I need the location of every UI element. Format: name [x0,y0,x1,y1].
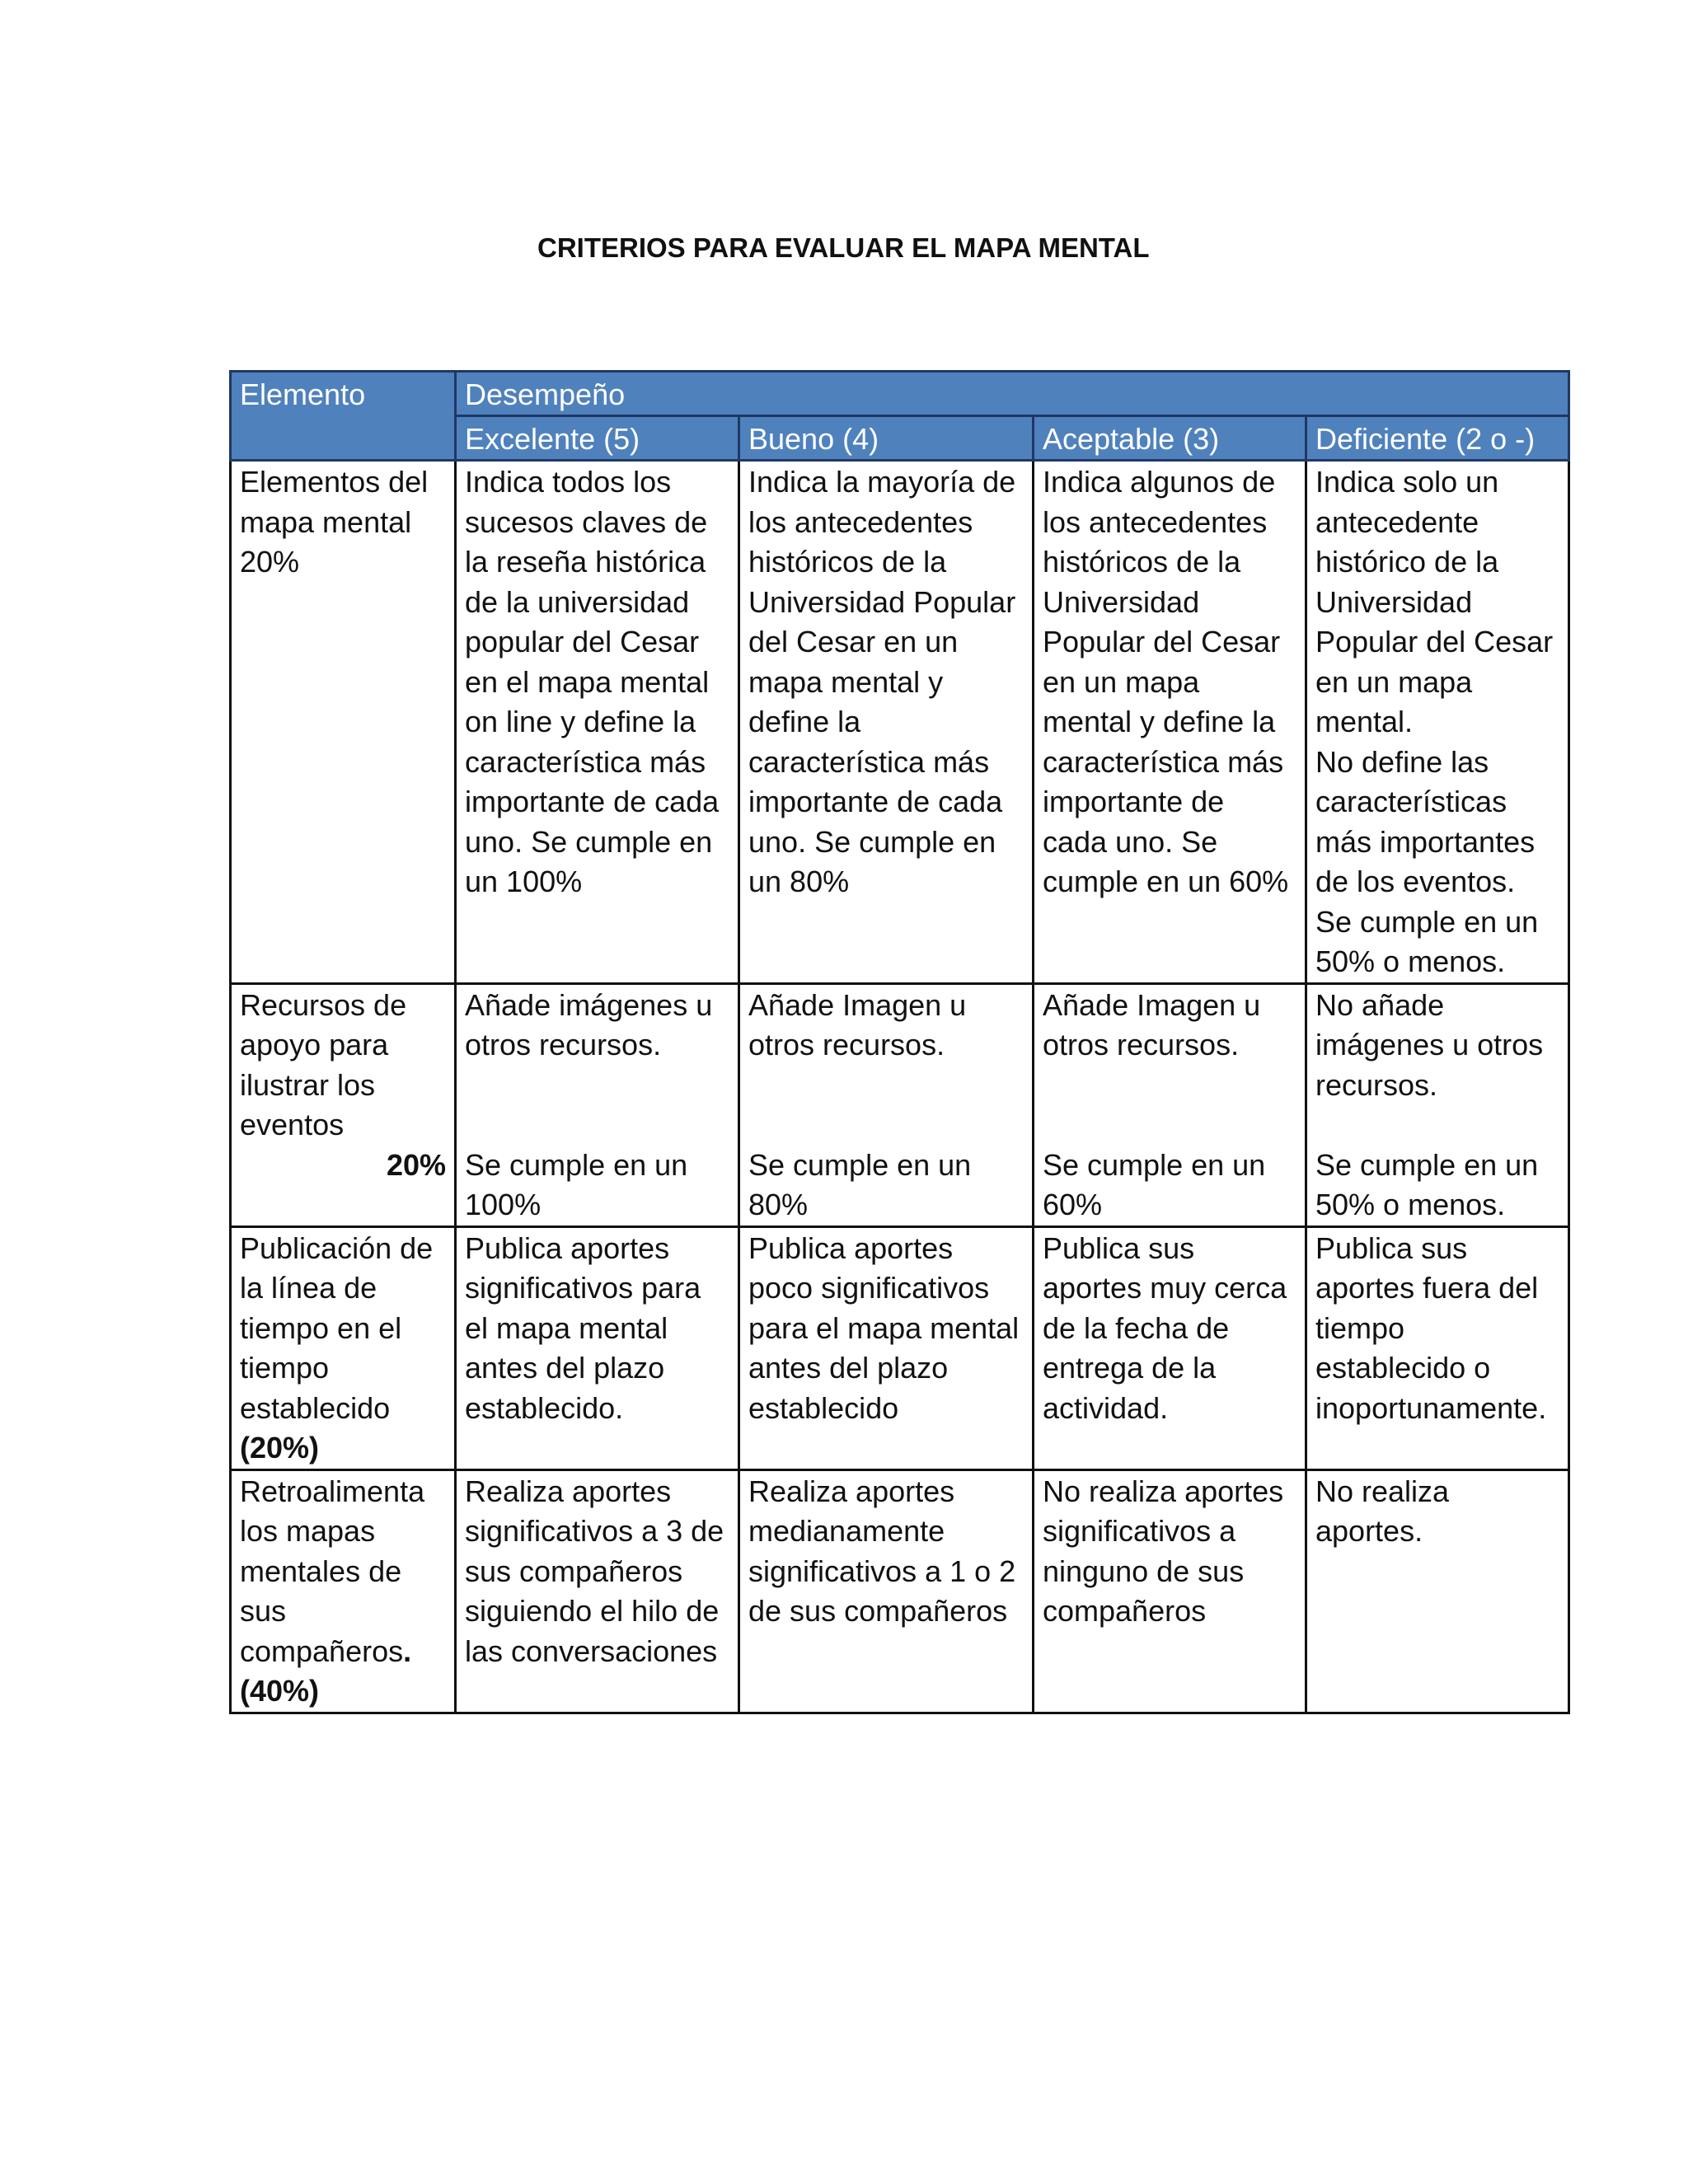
cell-deficiente: Indica solo un antecedente histórico de la Universidad Popular del Cesar en un mapa mental. No define las características más importantes de los eventos. Se cumple en un 50% o menos. [1306,461,1569,984]
rubric-table [229,370,1570,1714]
page-title: CRITERIOS PARA EVALUAR EL MAPA MENTAL [537,232,1150,263]
cell-bueno: Publica aportes poco significativos para el mapa mental antes del plazo establecido [739,1226,1034,1469]
cell-excelente: Realiza aportes significativos a 3 de sus compañeros siguiendo el hilo de las conversaciones [456,1469,739,1713]
header-level-aceptable: Aceptable (3) [1034,416,1306,461]
header-level-excelente: Excelente (5) [456,416,739,461]
cell-deficiente: Publica sus aportes fuera del tiempo establecido o inoportunamente. [1306,1226,1569,1469]
cell-aceptable: Añade Imagen u otros recursos. Se cumple en un 60% [1034,983,1306,1226]
header-desempeno: Desempeño [456,372,1569,416]
header-level-deficiente: Deficiente (2 o -) [1306,416,1569,461]
cell-deficiente: No realiza aportes. [1306,1469,1569,1713]
row-elemento-cell [231,983,456,1226]
cell-aceptable: No realiza aportes significativos a ninguno de sus compañeros [1034,1469,1306,1713]
table-row [231,983,1569,1226]
cell-bueno: Indica la mayoría de los antecedentes históricos de la Universidad Popular del Cesar en un mapa mental y define la característica más importante de cada uno. Se cumple en un 80% [739,461,1034,984]
table-row [231,1226,1569,1469]
cell-excelente: Añade imágenes u otros recursos. Se cumple en un 100% [456,983,739,1226]
row-elemento-cell: Elementos del mapa mental 20% [231,461,456,984]
row-weight: (20%) [240,1431,320,1465]
header-row-top [231,372,1569,416]
cell-bueno: Añade Imagen u otros recursos. Se cumple en un 80% [739,983,1034,1226]
row-elemento-label: Publicación de la línea de tiempo en el tiempo establecido [240,1230,434,1425]
header-elemento: Elemento [231,372,456,461]
row-weight: 20% [386,1147,446,1182]
cell-aceptable: Indica algunos de los antecedentes históricos de la Universidad Popular del Cesar en un mapa mental y define la característica más importante de cada uno. Se cumple en un 60% [1034,461,1306,984]
table-row [231,1469,1569,1713]
cell-excelente: Indica todos los sucesos claves de la reseña histórica de la universidad popular del Cesar en el mapa mental on line y define la característica más importante de cada uno. Se cumple en un 100% [456,461,739,984]
row-elemento-cell [231,1469,456,1713]
row-elemento-label: Recursos de apoyo para ilustrar los eventos [240,987,407,1141]
cell-excelente: Publica aportes significativos para el mapa mental antes del plazo establecido. [456,1226,739,1469]
row-elemento-label: Retroalimenta los mapas mentales de sus compañeros [240,1474,425,1668]
row-punct: . [403,1633,412,1668]
cell-bueno: Realiza aportes medianamente significativos a 1 o 2 de sus compañeros [739,1469,1034,1713]
row-weight: (40%) [240,1674,320,1708]
cell-deficiente: No añade imágenes u otros recursos. Se cumple en un 50% o menos. [1306,983,1569,1226]
cell-aceptable: Publica sus aportes muy cerca de la fecha de entrega de la actividad. [1034,1226,1306,1469]
header-level-bueno: Bueno (4) [739,416,1034,461]
table-row [231,461,1569,984]
row-elemento-cell [231,1226,456,1469]
